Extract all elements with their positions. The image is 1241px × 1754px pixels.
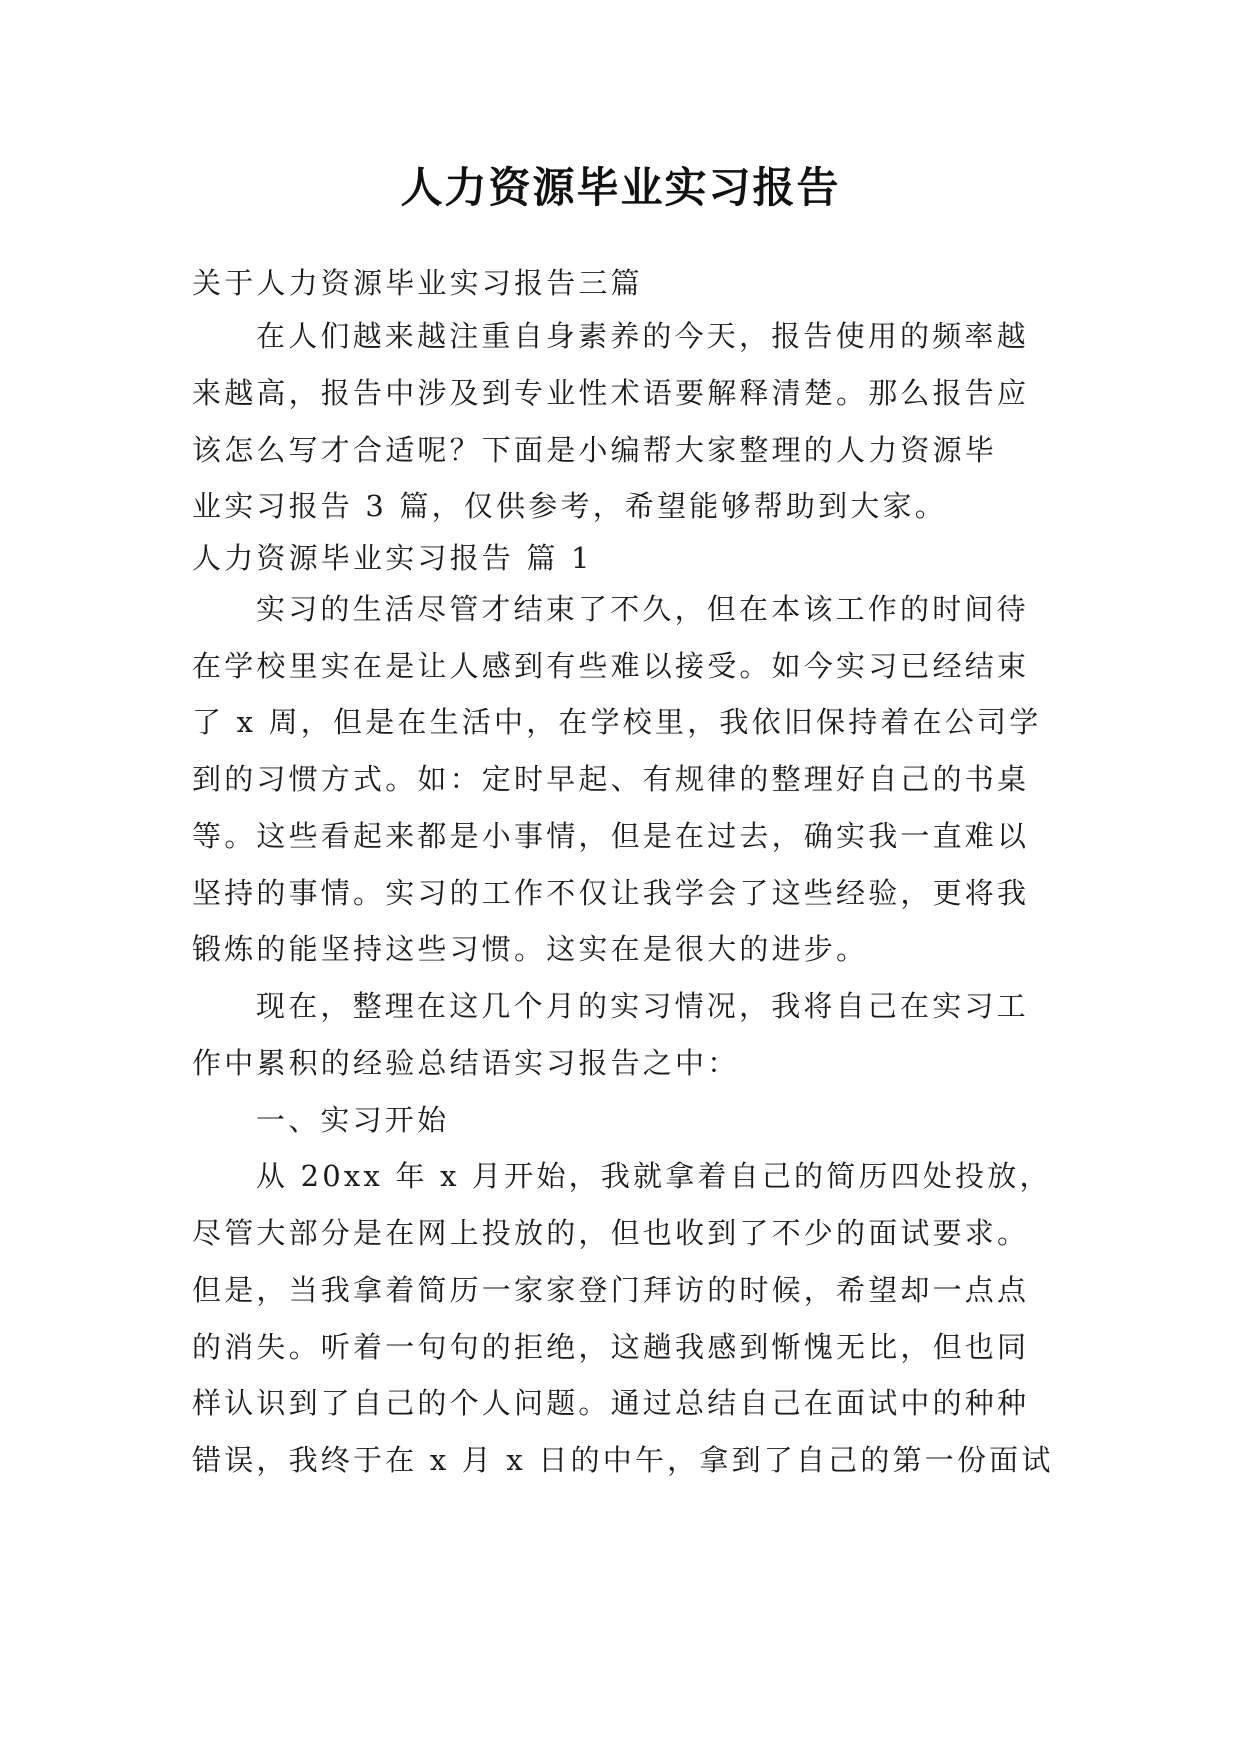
paragraph-line: 在人们越来越注重自身素养的今天，报告使用的频率越 [256, 319, 1029, 353]
paragraph-line: 锻炼的能坚持这些习惯。这实在是很大的进步。 [192, 932, 869, 966]
paragraph-line: 来越高，报告中涉及到专业性术语要解释清楚。那么报告应 [192, 376, 1030, 410]
subsection-heading: 一、实习开始 [256, 1103, 450, 1137]
paragraph-line: 错误，我终于在 x 月 x 日的中午，拿到了自己的第一份面试 [192, 1443, 1054, 1477]
paragraph-line: 的消失。听着一句句的拒绝，这趟我感到惭愧无比，但也同 [192, 1330, 1030, 1364]
paragraph-line: 实习的生活尽管才结束了不久，但在本该工作的时间待 [256, 592, 1029, 626]
paragraph-line: 坚持的事情。实习的工作不仅让我学会了这些经验，更将我 [192, 876, 1030, 910]
subtitle-line: 关于人力资源毕业实习报告三篇 [192, 266, 643, 300]
paragraph-line: 作中累积的经验总结语实习报告之中： [192, 1046, 740, 1080]
paragraph-line: 尽管大部分是在网上投放的，但也收到了不少的面试要求。 [192, 1216, 1030, 1250]
paragraph-line: 该怎么写才合适呢？下面是小编帮大家整理的人力资源毕 [192, 433, 998, 467]
paragraph-line: 业实习报告 3 篇，仅供参考，希望能够帮助到大家。 [192, 489, 947, 523]
section-heading: 人力资源毕业实习报告 篇 1 [192, 541, 593, 575]
paragraph-line: 到的习惯方式。如：定时早起、有规律的整理好自己的书桌 [192, 762, 1030, 796]
paragraph-line: 样认识到了自己的个人问题。通过总结自己在面试中的种种 [192, 1386, 1030, 1420]
paragraph-line: 在学校里实在是让人感到有些难以接受。如今实习已经结束 [192, 649, 1030, 683]
paragraph-line: 了 x 周，但是在生活中，在学校里，我依旧保持着在公司学 [192, 705, 1042, 739]
document-title: 人力资源毕业实习报告 [400, 163, 841, 212]
paragraph-line: 但是，当我拿着简历一家家登门拜访的时候，希望却一点点 [192, 1273, 1030, 1307]
paragraph-line: 现在，整理在这几个月的实习情况，我将自己在实习工 [256, 989, 1029, 1023]
paragraph-line: 从 20xx 年 x 月开始，我就拿着自己的简历四处投放， [256, 1159, 1052, 1193]
paragraph-line: 等。这些看起来都是小事情，但是在过去，确实我一直难以 [192, 819, 1030, 853]
